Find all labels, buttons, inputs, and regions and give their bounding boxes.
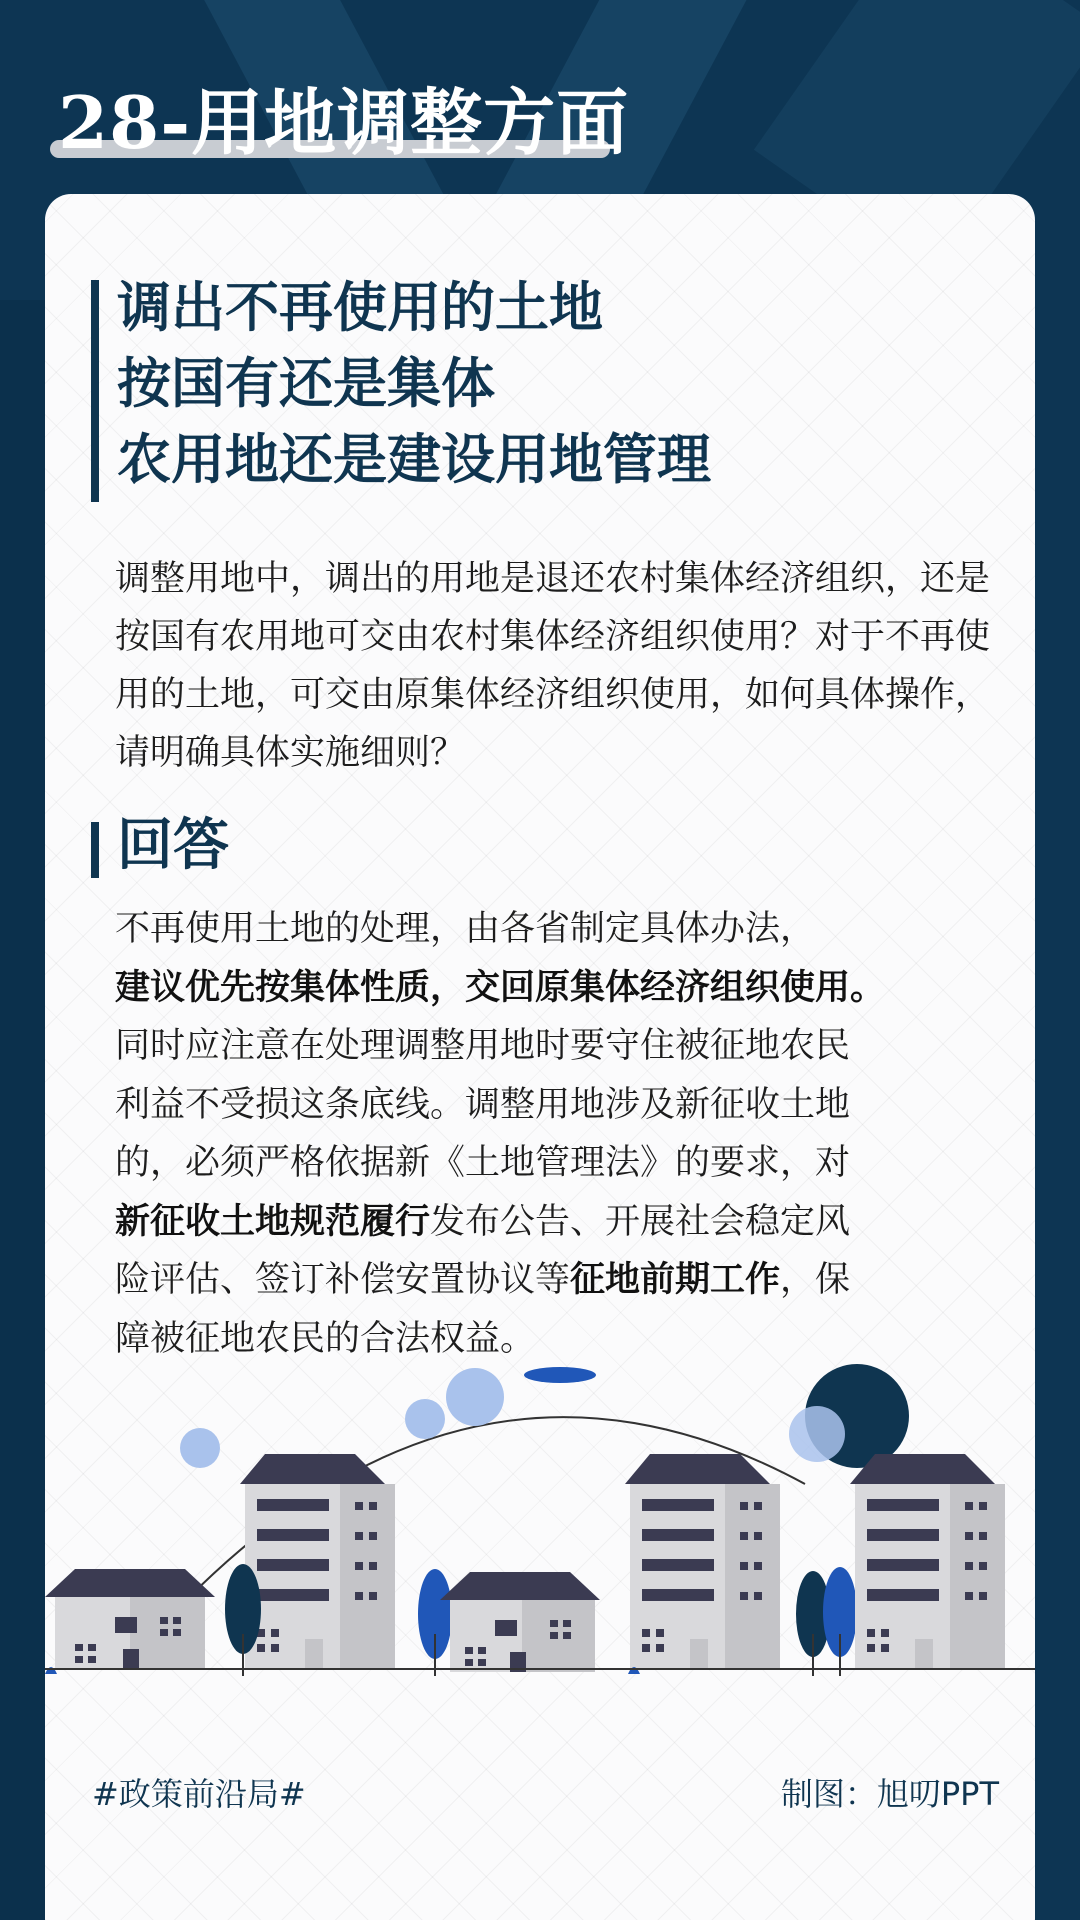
answer-line: 利益不受损这条底线。调整用地涉及新征收土地 (115, 1084, 851, 1125)
question-title-line: 农用地还是建设用地管理 (117, 428, 711, 491)
answer-accent-bar (91, 822, 99, 878)
content-card (45, 194, 1035, 1920)
answer-heading: 回答 (117, 813, 229, 878)
answer-line (115, 1251, 1035, 1310)
answer-text: 险评估、签订补偿安置协议等 (115, 1260, 571, 1300)
page-title: 28-用地调整方面 (58, 80, 630, 165)
bubble (789, 1406, 845, 1462)
apartment-building (240, 1454, 395, 1669)
city-illustration (45, 1344, 1035, 1724)
question-title (117, 270, 711, 498)
arc-cap (524, 1367, 596, 1383)
bubble (180, 1428, 220, 1468)
question-title-line: 按国有还是集体 (117, 352, 495, 415)
answer-line: 不再使用土地的处理，由各省制定具体办法， (115, 909, 816, 949)
question-title-line: 调出不再使用的土地 (117, 276, 603, 339)
answer-emphasis: 建议优先按集体性质，交回原集体经济组织使用。 (115, 967, 886, 1008)
tree (418, 1569, 452, 1676)
answer-line: 的，必须严格依据新《土地管理法》的要求，对 (115, 1143, 851, 1183)
tree (823, 1567, 857, 1676)
answer-body (115, 900, 1035, 1368)
hashtag-label: #政策前沿局# (92, 1775, 306, 1813)
house (440, 1572, 600, 1672)
bubble (405, 1399, 445, 1439)
house (45, 1569, 215, 1669)
apartment-building (850, 1454, 1005, 1669)
answer-text: ，保 (780, 1260, 851, 1300)
answer-emphasis: 新征收土地规范履行 (115, 1201, 431, 1242)
answer-text: 发布公告、开展社会稳定风 (430, 1201, 851, 1242)
answer-line (115, 959, 1035, 1018)
question-body: 调整用地中，调出的用地是退还农村集体经济组织，还是按国有农用地可交由农村集体经济组织使用？对于不再使用的土地，可交由原集体经济组织使用，如何具体操作，请明确具体实施细则？ (115, 559, 991, 773)
answer-line (115, 1193, 1035, 1252)
answer-line: 障被征地农民的合法权益。 (115, 1318, 536, 1359)
credit-label: 制图：旭叨PPT (780, 1775, 999, 1813)
answer-emphasis: 征地前期工作 (570, 1260, 781, 1300)
answer-line: 同时应注意在处理调整用地时要守住被征地农民 (115, 1026, 851, 1066)
question-accent-bar (91, 280, 99, 502)
apartment-building (625, 1454, 780, 1669)
bubble (446, 1368, 504, 1426)
